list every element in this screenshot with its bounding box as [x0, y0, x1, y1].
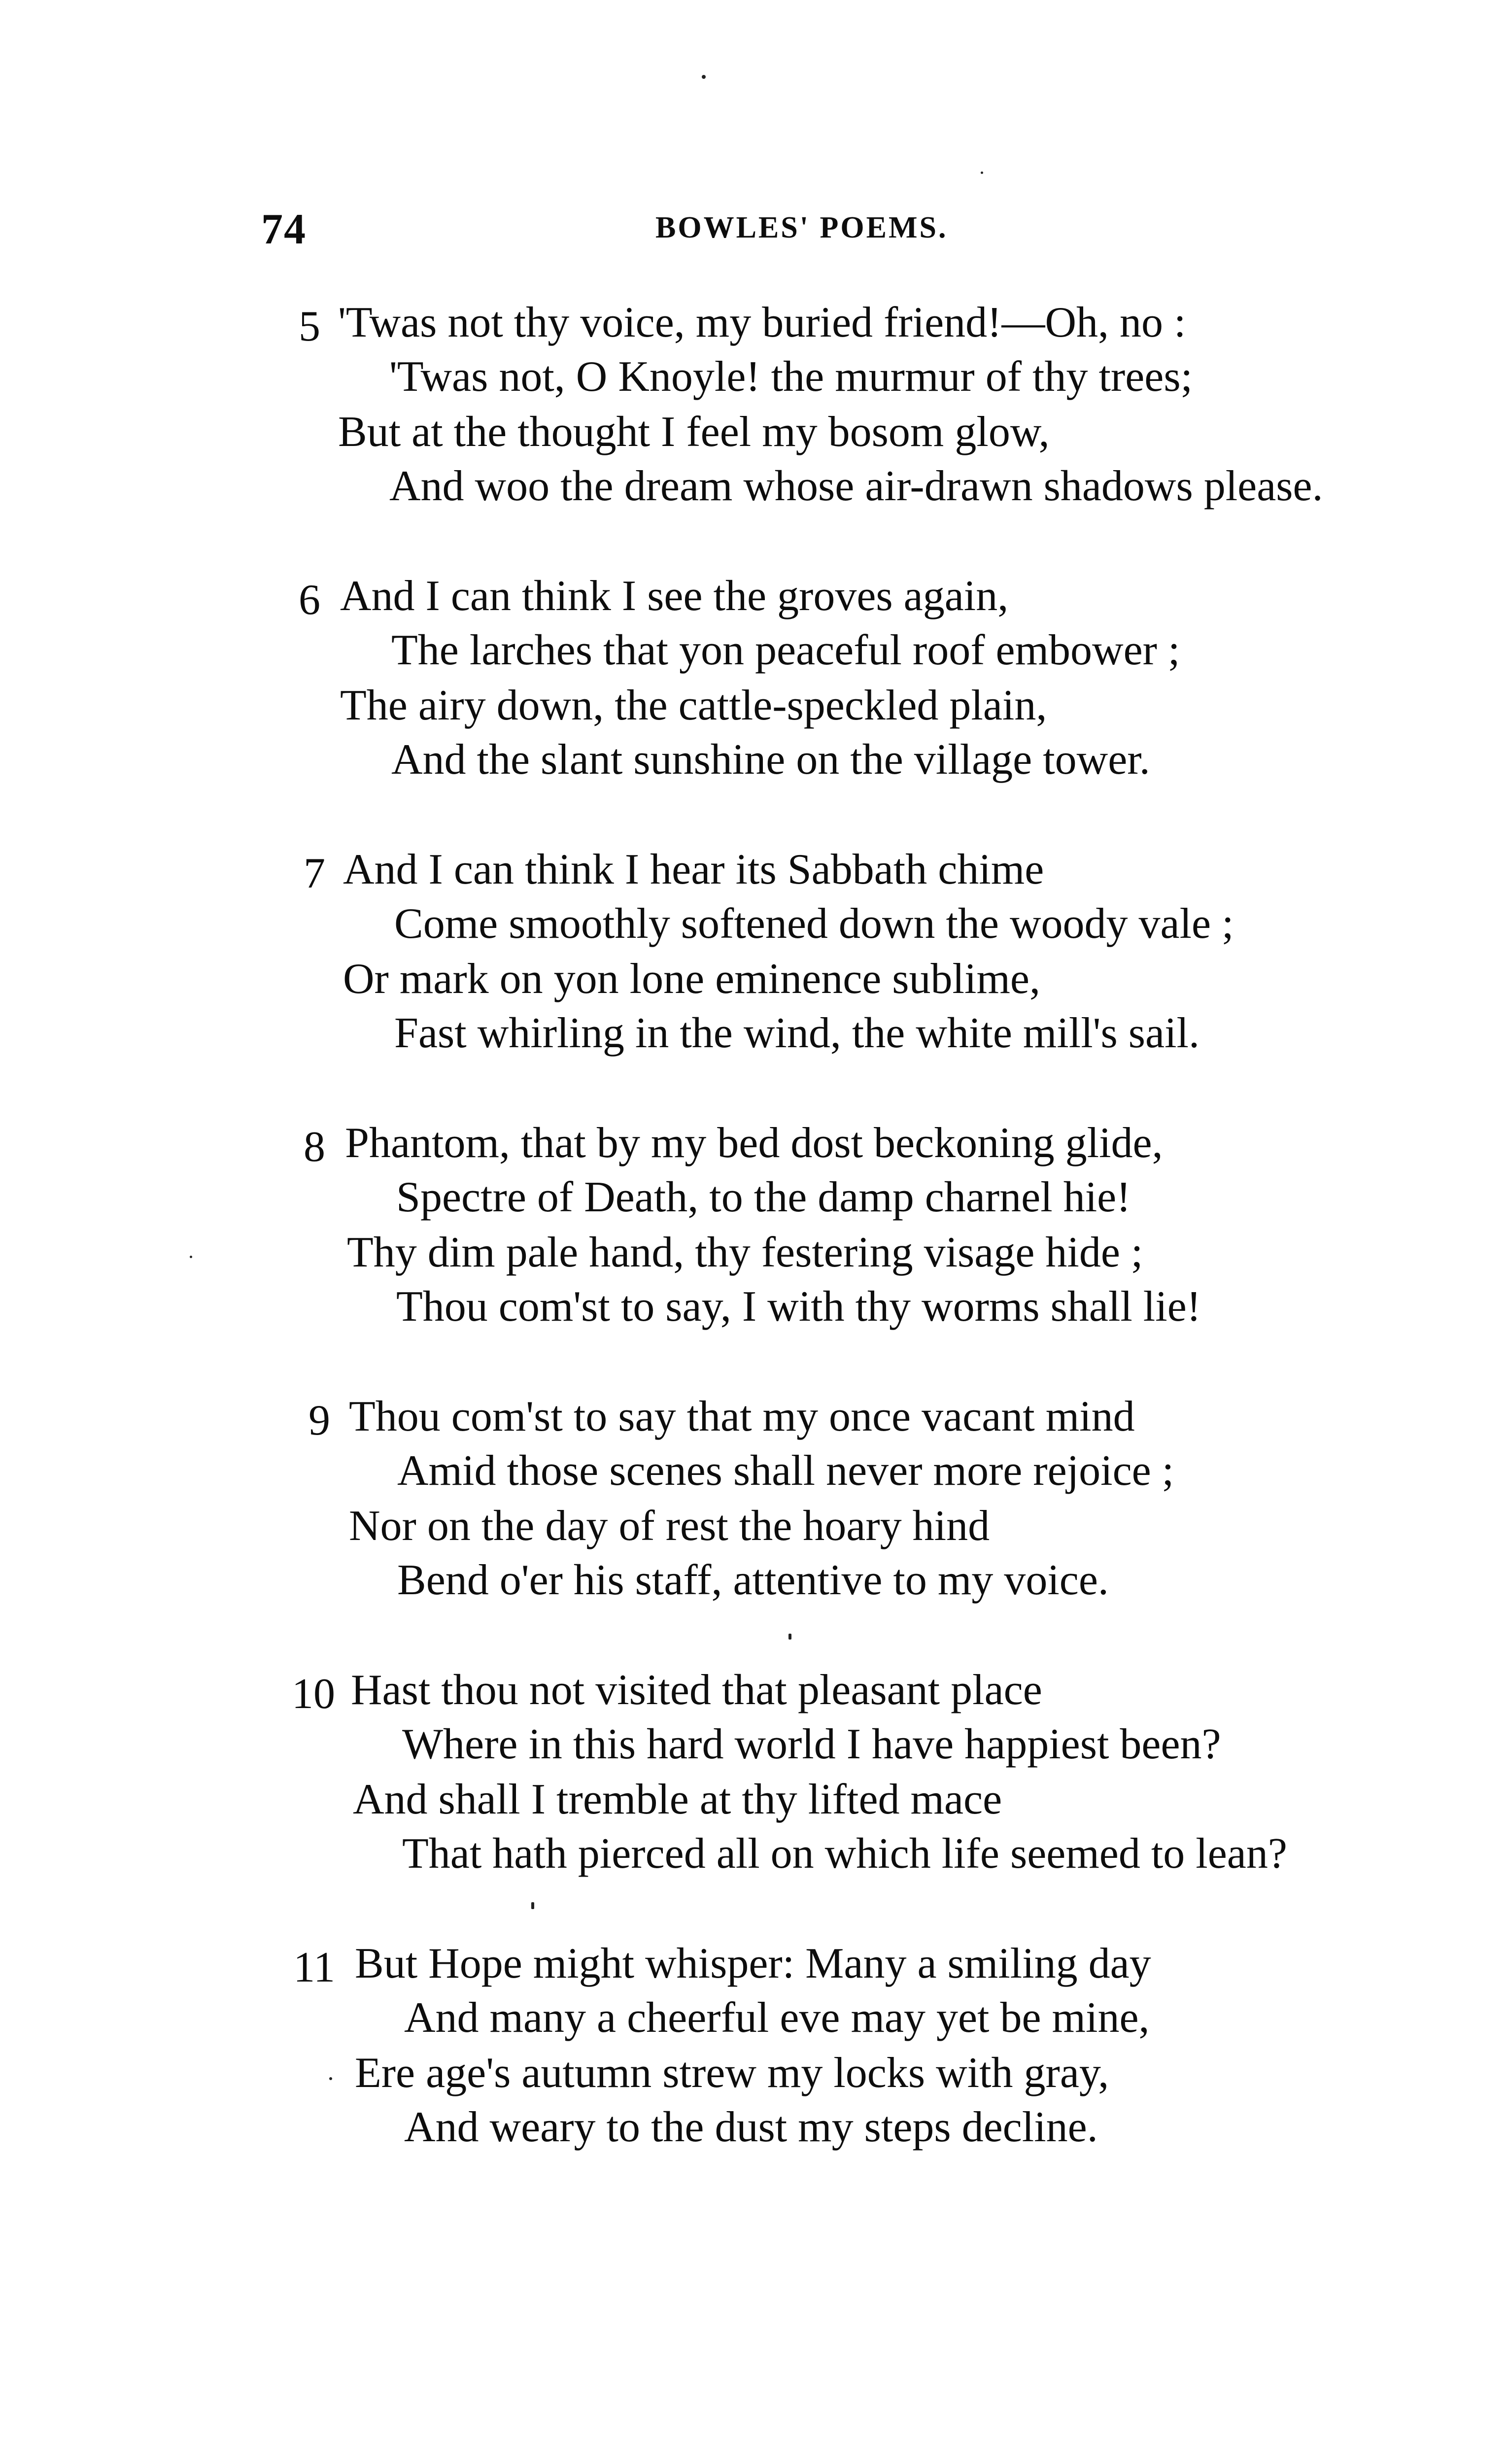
stanza-line: Ere age's autumn strew my locks with gray, [355, 2049, 1109, 2097]
stanza-line: And I can think I see the groves again, [340, 572, 1009, 620]
stanza-line: And I can think I hear its Sabbath chime [343, 846, 1044, 893]
stanza-line: Nor on the day of rest the hoary hind [349, 1502, 990, 1550]
stanza-line: Thou com'st to say that my once vacant mind [349, 1393, 1135, 1440]
stanza-line: And weary to the dust my steps decline. [404, 2103, 1098, 2151]
stanza-line: And many a cheerful eve may yet be mine, [404, 1994, 1150, 2042]
stanza-line: Thou com'st to say, I with thy worms shall lie! [396, 1283, 1201, 1331]
running-title: BOWLES' POEMS. [655, 211, 948, 244]
stanza-number: 8 [304, 1123, 325, 1171]
print-speck [702, 75, 706, 79]
stanza [0, 843, 1508, 1069]
stanza-line: Come smoothly softened down the woody vale ; [394, 900, 1234, 948]
stanza-line: Phantom, that by my bed dost beckoning glide, [345, 1119, 1163, 1167]
stanza-line: And the slant sunshine on the village tower. [391, 736, 1150, 784]
stanza-line: Spectre of Death, to the damp charnel hie! [396, 1173, 1131, 1221]
stanza-line: That hath pierced all on which life seemed to lean? [402, 1830, 1287, 1878]
stanza-line: But Hope might whisper: Many a smiling day [355, 1940, 1151, 1987]
stanza-line: Fast whirling in the wind, the white mill's sail. [394, 1009, 1200, 1057]
stanza-number: 10 [292, 1670, 335, 1718]
stanza-line: 'Twas not thy voice, my buried friend!—Oh, no : [338, 299, 1186, 346]
stanza-line: 'Twas not, O Knoyle! the murmur of thy trees; [389, 353, 1193, 401]
stanza-line: Or mark on yon lone eminence sublime, [343, 955, 1040, 1003]
print-speck [981, 171, 983, 174]
stanza-number: 9 [308, 1397, 330, 1444]
stanza-line: Thy dim pale hand, thy festering visage hide ; [347, 1229, 1143, 1276]
page-number: 74 [261, 205, 307, 253]
stanza-number: 7 [304, 850, 325, 897]
stanza-line: Amid those scenes shall never more rejoice ; [397, 1447, 1174, 1495]
stanza-line: The airy down, the cattle-speckled plain, [340, 682, 1047, 729]
stanza-line: Where in this hard world I have happiest been? [402, 1720, 1221, 1768]
stanza-number: 5 [299, 303, 320, 350]
stanza [0, 1663, 1508, 1890]
stanza-line: But at the thought I feel my bosom glow, [338, 408, 1050, 456]
stanza-line: Hast thou not visited that pleasant place [351, 1666, 1042, 1714]
stanza [0, 1937, 1508, 2163]
stanza-number: 6 [299, 576, 320, 624]
stanza-line: And woo the dream whose air-drawn shadows please. [389, 462, 1323, 510]
print-speck [788, 1634, 791, 1640]
stanza [0, 1116, 1508, 1343]
print-speck [190, 1256, 192, 1258]
print-speck [531, 1902, 534, 1909]
stanza-line: And shall I tremble at thy lifted mace [353, 1776, 1002, 1823]
stanza-line: Bend o'er his staff, attentive to my voice. [397, 1556, 1109, 1604]
stanza [0, 569, 1508, 796]
running-head [261, 205, 1395, 264]
stanza-line: The larches that yon peaceful roof embower ; [391, 626, 1180, 674]
stanza-number: 11 [293, 1944, 335, 1991]
stanza [0, 296, 1508, 522]
stanza [0, 1390, 1508, 1616]
print-speck [329, 2077, 332, 2080]
